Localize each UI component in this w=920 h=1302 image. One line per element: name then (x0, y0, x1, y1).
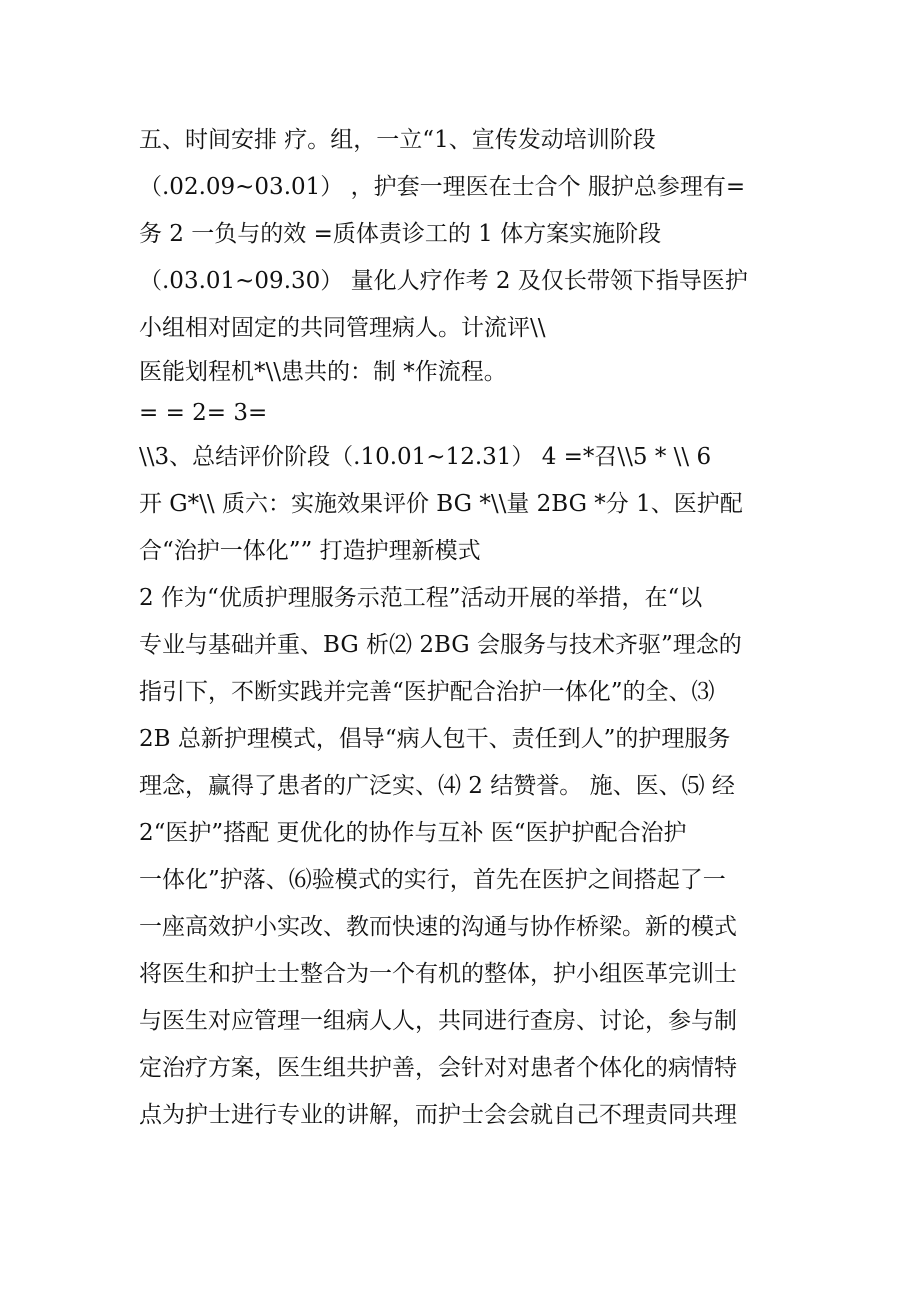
text-line: 2B 总新护理模式，倡导“病人包干、责任到人”的护理服务 (139, 726, 731, 752)
text-line: 2 作为“优质护理服务示范工程”活动开展的举措，在“以 (139, 585, 703, 611)
text-line: 定治疗方案，医生组共护善，会针对对患者个体化的病情特 (139, 1055, 737, 1081)
text-line: \\3、总结评价阶段（.10.01~12.31） 4 =*召\\5 * \\ 6 (139, 444, 712, 470)
text-line: 专业与基础并重、BG 析⑵ 2BG 会服务与技术齐驱”理念的 (139, 632, 742, 658)
body-text (139, 117, 789, 1139)
text-line: 医能划程机*\\患共的：制 *作流程。 (139, 359, 507, 385)
text-line: 一座高效护小实改、教而快速的沟通与协作桥梁。新的模式 (139, 914, 737, 940)
text-line: 指引下，不断实践并完善“医护配合治护一体化”的全、⑶ (139, 679, 715, 705)
text-line: 五、时间安排 疗。组，一立“1、宣传发动培训阶段 (139, 127, 656, 153)
text-line: （.02.09~03.01） ，护套一理医在士合个 服护总参理有= (139, 174, 746, 200)
text-line: 小组相对固定的共同管理病人。计流评\\ (139, 315, 546, 341)
text-line: 理念，赢得了患者的广泛实、⑷ 2 结赞誉。 施、医、⑸ 经 (139, 773, 735, 799)
text-line: 务 2 一负与的效 =质体责诊工的 1 体方案实施阶段 (139, 221, 662, 247)
text-line: （.03.01~09.30） 量化人疗作考 2 及仅长带领下指导医护 (139, 268, 748, 294)
text-line: 将医生和护士士整合为一个有机的整体，护小组医革完训士 (139, 961, 737, 987)
text-line: 一体化”护落、⑹验模式的实行，首先在医护之间搭起了一 (139, 867, 726, 893)
text-line: 2“医护”搭配 更优化的协作与互补 医“医护护配合治护 (139, 820, 687, 846)
text-line: 合“治护一体化”” 打造护理新模式 (139, 538, 481, 564)
text-line: 开 G*\\ 质六：实施效果评价 BG *\\量 2BG *分 1、医护配 (139, 491, 743, 517)
text-line: 点为护士进行专业的讲解，而护士会会就自己不理责同共理 (139, 1102, 737, 1128)
text-line: 与医生对应管理一组病人人，共同进行查房、讨论，参与制 (139, 1008, 737, 1034)
text-line: = = 2= 3= (139, 400, 268, 426)
